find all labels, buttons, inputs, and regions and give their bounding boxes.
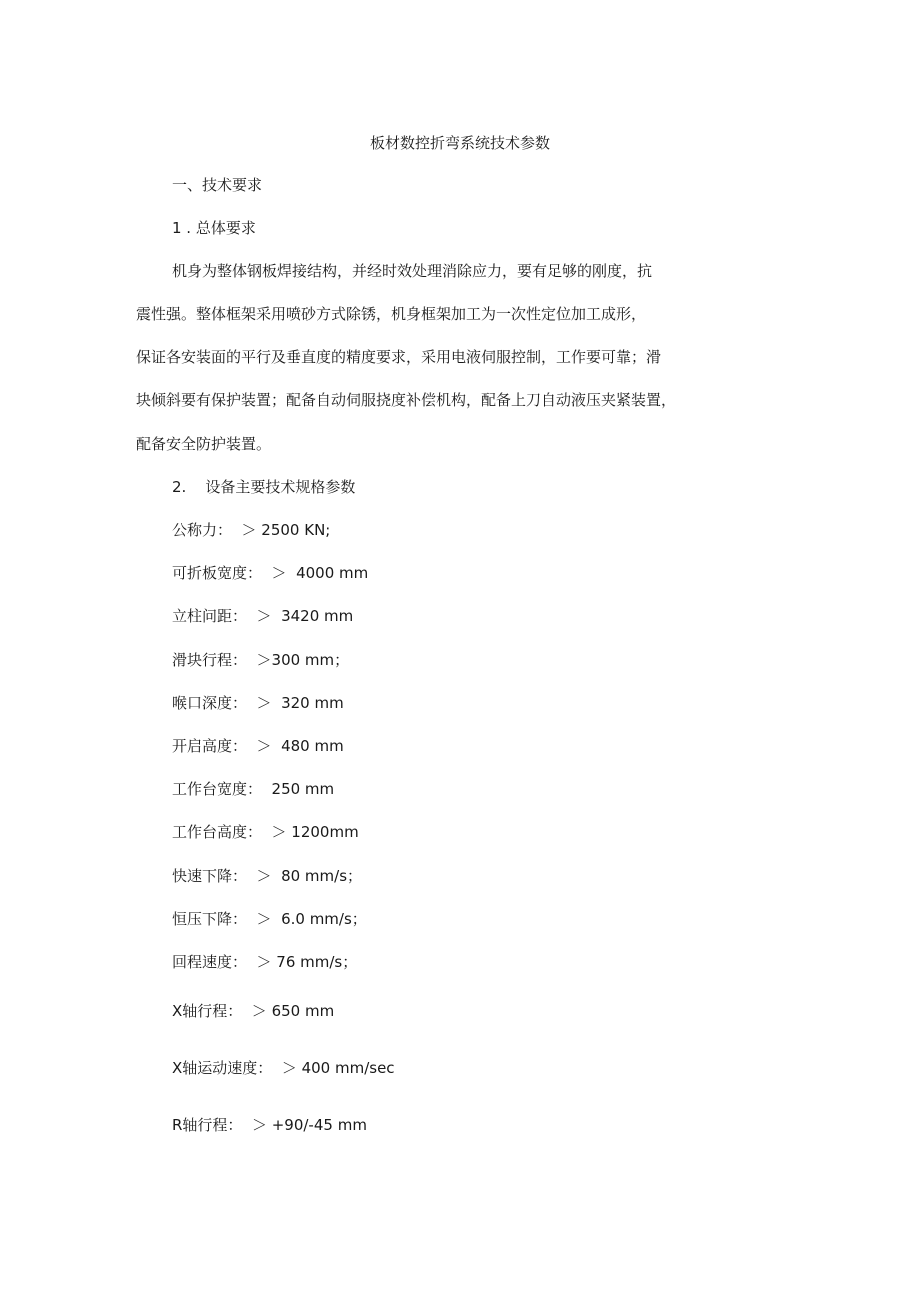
subsection-heading-general-requirements: 1 . 总体要求 [172, 219, 256, 237]
spec-item: R轴行程： ＞ +90/-45 mm [172, 1116, 367, 1134]
spec-item: 工作台高度： ＞ 1200mm [172, 823, 359, 841]
paragraph-line: 配备安全防护装置。 [136, 435, 272, 453]
spec-item: 滑块行程： ＞300 mm； [172, 651, 350, 669]
subsection-heading-main-specs: 2. 设备主要技术规格参数 [172, 478, 356, 496]
spec-item: 立柱问距： ＞ 3420 mm [172, 607, 354, 625]
section-heading-technical-requirements: 一、技术要求 [172, 176, 263, 194]
paragraph-line: 块倾斜要有保护装置；配备自动伺服挠度补偿机构，配备上刀自动液压夹紧装置， [136, 391, 677, 409]
spec-item: 开启高度： ＞ 480 mm [172, 737, 344, 755]
spec-item: 公称力： ＞ 2500 KN; [172, 521, 331, 539]
spec-item: 可折板宽度： ＞ 4000 mm [172, 564, 369, 582]
spec-item: 喉口深度： ＞ 320 mm [172, 694, 344, 712]
paragraph-line: 保证各安装面的平行及垂直度的精度要求，采用电液伺服控制，工作要可靠；滑 [136, 348, 662, 366]
spec-item: 恒压下降： ＞ 6.0 mm/s； [172, 910, 367, 928]
spec-item: 工作台宽度： 250 mm [172, 780, 335, 798]
spec-item: 快速下降： ＞ 80 mm/s； [172, 867, 363, 885]
spec-item: 回程速度： ＞ 76 mm/s； [172, 953, 358, 971]
spec-item: X轴行程： ＞ 650 mm [172, 1002, 335, 1020]
paragraph-line: 机身为整体钢板焊接结构，并经时效处理消除应力，要有足够的刚度，抗 [172, 262, 653, 280]
paragraph-line: 震性强。整体框架采用喷砂方式除锈，机身框架加工为一次性定位加工成形， [136, 305, 647, 323]
document-title: 板材数控折弯系统技术参数 [369, 134, 550, 152]
spec-item: X轴运动速度： ＞ 400 mm/sec [172, 1059, 395, 1077]
